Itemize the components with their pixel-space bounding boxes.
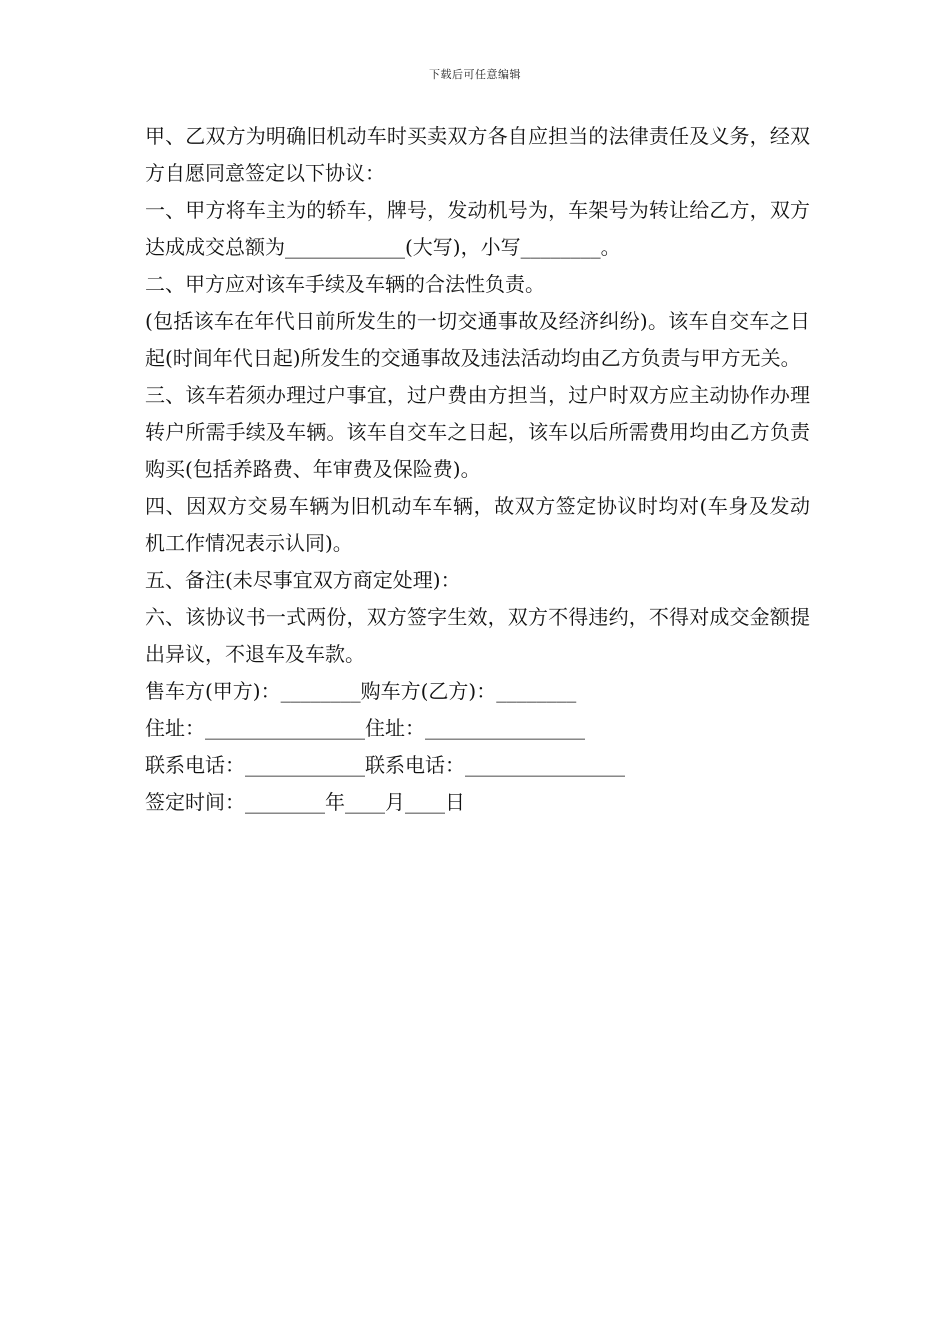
paragraph-clause-3: 三、该车若须办理过户事宜，过户费由方担当，过户时双方应主动协作办理转户所需手续及车辆。该车自交车之日起，该车以后所需费用均由乙方负责购买(包括养路费、年审费及保险费)。 (145, 383, 810, 481)
paragraph-clause-4: 四、因双方交易车辆为旧机动车车辆，故双方签定协议时均对(车身及发动机工作情况表示认同)。 (145, 494, 810, 555)
signing-date-line: 签定时间：________年____月____日 (145, 790, 465, 814)
header-note: 下载后可任意编辑 (429, 68, 521, 81)
signature-parties-line: 售车方(甲方)：________购车方(乙方)：________ (145, 679, 577, 703)
address-line: 住址：________________住址：________________ (145, 716, 585, 740)
paragraph-clause-6: 六、该协议书一式两份，双方签字生效，双方不得违约，不得对成交金额提出异议，不退车及车款。 (145, 605, 810, 666)
paragraph-clause-2-detail: (包括该车在年代日前所发生的一切交通事故及经济纠纷)。该车自交车之日起(时间年代日起)所发生的交通事故及违法活动均由乙方负责与甲方无关。 (145, 309, 810, 370)
document-body (145, 118, 810, 821)
paragraph-clause-1: 一、甲方将车主为的轿车，牌号，发动机号为，车架号为转让给乙方，双方达成成交总额为____________(大写)，小写________。 (145, 198, 810, 259)
phone-line: 联系电话：____________联系电话：________________ (145, 753, 625, 777)
paragraph-intro: 甲、乙双方为明确旧机动车时买卖双方各自应担当的法律责任及义务，经双方自愿同意签定以下协议： (145, 124, 810, 185)
paragraph-clause-5: 五、备注(未尽事宜双方商定处理)： (145, 568, 461, 592)
paragraph-clause-2: 二、甲方应对该车手续及车辆的合法性负责。 (145, 272, 545, 296)
